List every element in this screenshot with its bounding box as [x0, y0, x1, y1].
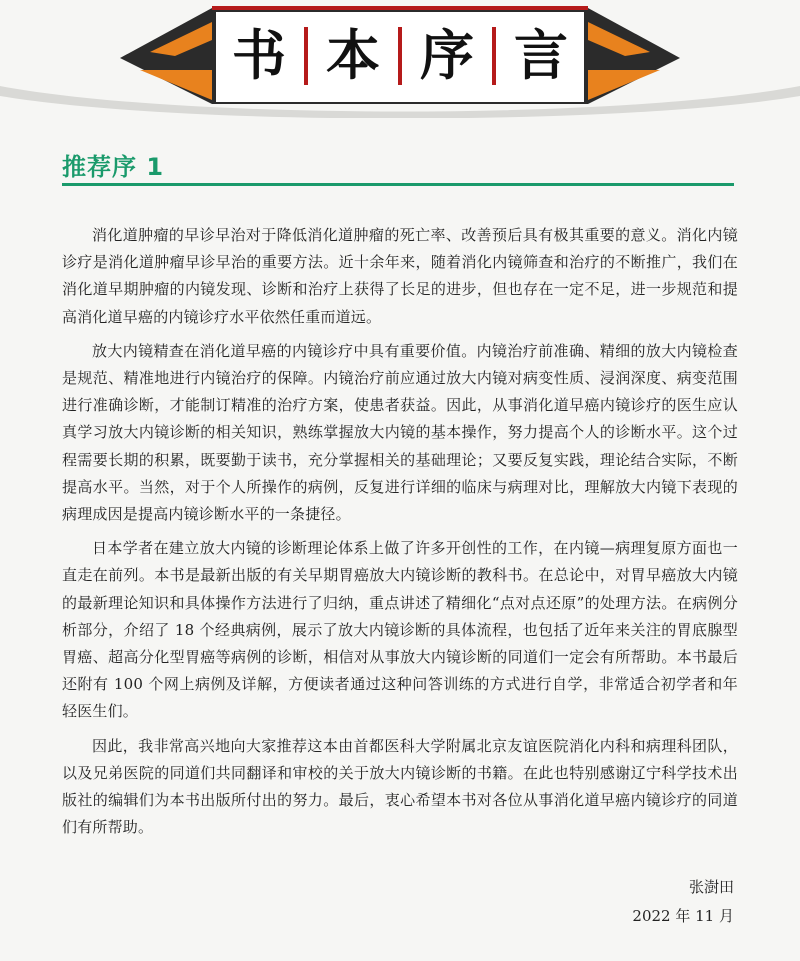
page-title	[212, 8, 588, 104]
header-banner	[0, 0, 800, 118]
paragraph: 日本学者在建立放大内镜的诊断理论体系上做了许多开创性的工作，在内镜—病理复原方面也一直走在前列。本书是最新出版的有关早期胃癌放大内镜诊断的教科书。在总论中，对胃早癌放大内镜的最新理论知识和具体操作方法进行了归纳，重点讲述了精细化“点对点还原”的处理方法。在病例分析部分，介绍了 18 个经典病例，展示了放大内镜诊断的具体流程，也包括了近年来关注的胃底腺型胃癌、超高分化型胃癌等病例的诊断，相信对从事放大内镜诊断的同道们一定会有所帮助。本书最后还附有 100 个网上病例及详解，方便读者通过这种问答训练的方式进行自学，非常适合初学者和年轻医生们。	[62, 539, 738, 721]
title-char: 言	[514, 24, 568, 87]
title-separator	[492, 27, 496, 85]
title-char: 书	[232, 24, 286, 87]
paragraph: 因此，我非常高兴地向大家推荐这本由首都医科大学附属北京友谊医院消化内科和病理科团队，以及兄弟医院的同道们共同翻译和审校的关于放大内镜诊断的书籍。在此也特别感谢辽宁科学技术出版社的编辑们为本书出版所付出的努力。最后，衷心希望本书对各位从事消化道早癌内镜诊疗的同道们有所帮助。	[62, 736, 738, 837]
title-separator	[398, 27, 402, 85]
paragraph: 消化道肿瘤的早诊早治对于降低消化道肿瘤的死亡率、改善预后具有极其重要的意义。消化内镜诊疗是消化道肿瘤早诊早治的重要方法。近十余年来，随着消化内镜筛查和治疗的不断推广，我们在消化道早期肿瘤的内镜发现、诊断和治疗上获得了长足的进步，但也存在一定不足，进一步规范和提高消化道早癌的内镜诊疗水平依然任重而道远。	[62, 226, 738, 326]
title-separator	[304, 27, 308, 85]
title-char: 本	[326, 24, 380, 87]
author-signature: 张澍田	[688, 878, 734, 896]
section-divider	[62, 183, 734, 186]
section-title: 推荐序 1	[62, 153, 165, 181]
paragraph: 放大内镜精查在消化道早癌的内镜诊疗中具有重要价值。内镜治疗前准确、精细的放大内镜检查是规范、精准地进行内镜治疗的保障。内镜治疗前应通过放大内镜对病变性质、浸润深度、病变范围进行准确诊断，才能制订精准的治疗方案，使患者获益。因此，从事消化道早癌内镜诊疗的医生应认真学习放大内镜诊断的相关知识，熟练掌握放大内镜的基本操作，努力提高个人的诊断水平。这个过程需要长期的积累，既要勤于读书，充分掌握相关的基础理论；又要反复实践，理论结合实际，不断提高水平。当然，对于个人所操作的病例，反复进行详细的临床与病理对比，理解放大内镜下表现的病理成因是提高内镜诊断水平的一条捷径。	[62, 341, 738, 524]
signature-date: 2022 年 11 月	[632, 907, 734, 925]
title-char: 序	[420, 24, 474, 87]
preface-body	[62, 222, 738, 848]
